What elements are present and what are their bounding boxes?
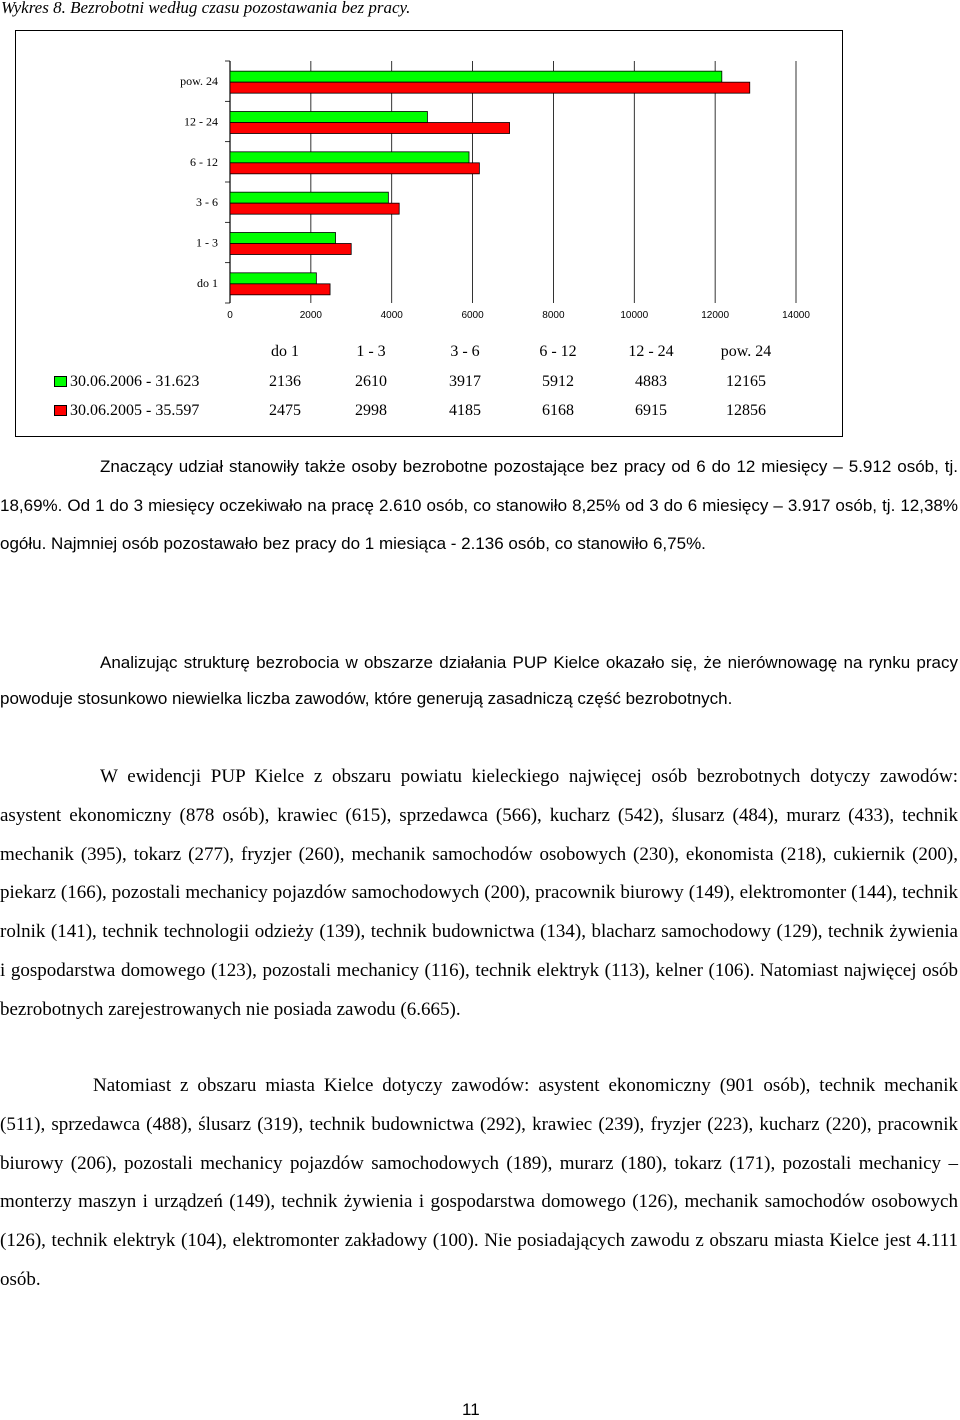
table-cell: 6168 xyxy=(542,402,574,419)
paragraph-powiat-professions: W ewidencji PUP Kielce z obszaru powiatu kieleckiego najwięcej osób bezrobotnych dotyczy zawodów: asystent ekonomiczny (878 osób), krawiec (615), sprzedawca (566), kucharz (542), ślusarz (484), murarz (433), technik mechanik (395), tokarz (277), fryzjer (260), mechanik samochodów osobowych (230), ekonomista (218), cukiernik (200), piekarz (166), pozostali mechanicy pojazdów samochodowych (200), pracownik biurowy (149), elektromonter (144), technik rolnik (141), technik technologii odzieży (139), technik budownictwa (134), blacharz samochodowy (129), technik żywienia i gospodarstwa domowego (123), pozostali mechanicy (116), technik elektryk (113), kelner (106). Natomiast najwięcej osób bezrobotnych zarejestrowanych nie posiada zawodu (6.665). xyxy=(0,766,958,1020)
bar xyxy=(230,192,388,203)
table-header: pow. 24 xyxy=(720,343,772,360)
y-category-label: 12 - 24 xyxy=(184,114,218,129)
table-cell: 3917 xyxy=(449,373,481,390)
bar xyxy=(230,273,316,284)
y-category-label: do 1 xyxy=(197,275,218,290)
bar xyxy=(230,82,750,93)
legend-key-2006 xyxy=(54,376,67,387)
table-cell: 6915 xyxy=(635,402,667,419)
paragraph-structure-analysis: Analizując strukturę bezrobocia w obszarze działania PUP Kielce okazało się, że nierównowagę na rynku pracy powoduje stosunkowo niewielka liczba zawodów, które generują zasadniczą część bezrobotnych. xyxy=(0,653,958,708)
bar xyxy=(230,244,351,255)
y-category-label: 1 - 3 xyxy=(196,235,218,250)
x-tick-label: 14000 xyxy=(782,310,810,321)
table-header: 3 - 6 xyxy=(450,343,480,360)
bar xyxy=(230,123,510,134)
bar xyxy=(230,284,330,295)
legend-label-2006: 30.06.2006 - 31.623 xyxy=(70,373,200,390)
legend-key-2005 xyxy=(54,405,67,416)
table-cell: 12856 xyxy=(726,402,766,419)
bar xyxy=(230,163,479,174)
x-tick-label: 0 xyxy=(227,310,233,321)
chart-frame xyxy=(15,30,843,437)
table-cell: 2136 xyxy=(269,373,301,390)
x-tick-label: 8000 xyxy=(542,310,565,321)
paragraph-duration-summary: Znaczący udział stanowiły także osoby bezrobotne pozostające bez pracy od 6 do 12 miesięcy – 5.912 osób, tj. 18,69%. Od 1 do 3 miesięcy oczekiwało na pracę 2.610 osób, co stanowiło 8,25% od 3 do 6 miesięcy – 3.917 osób, tj. 12,38% ogółu. Najmniej osób pozostawało bez pracy do 1 miesiąca - 2.136 osób, co stanowiło 6,75%. xyxy=(0,457,958,553)
table-cell: 4883 xyxy=(635,373,667,390)
figure-caption: Wykres 8. Bezrobotni według czasu pozostawania bez pracy. xyxy=(1,0,411,17)
paragraph-city-professions: Natomiast z obszaru miasta Kielce dotyczy zawodów: asystent ekonomiczny (901 osób), technik mechanik (511), sprzedawca (488), ślusarz (319), technik budownictwa (292), krawiec (239), fryzjer (223), kucharz (220), pracownik biurowy (206), pozostali mechanicy pojazdów samochodowych (189), murarz (180), tokarz (171), pozostali mechanicy – monterzy maszyn i urządzeń (149), technik żywienia i gospodarstwa domowego (126), mechanik samochodów osobowych (126), technik elektryk (104), elektromonter zakładowy (100). Nie posiadających zawodu z obszaru miasta Kielce jest 4.111 osób. xyxy=(0,1075,958,1290)
y-category-label: pow. 24 xyxy=(180,74,218,89)
table-cell: 2998 xyxy=(355,402,387,419)
x-tick-label: 12000 xyxy=(701,310,730,321)
x-tick-label: 10000 xyxy=(620,310,649,321)
table-cell: 12165 xyxy=(726,373,766,390)
bar xyxy=(230,71,722,82)
x-tick-label: 6000 xyxy=(461,310,484,321)
y-category-label: 6 - 12 xyxy=(190,154,218,169)
table-cell: 2610 xyxy=(355,373,387,390)
table-header: 12 - 24 xyxy=(628,343,674,360)
bar xyxy=(230,203,399,214)
table-header: do 1 xyxy=(271,343,299,360)
y-category-label: 3 - 6 xyxy=(196,195,218,210)
table-cell: 5912 xyxy=(542,373,574,390)
x-tick-label: 4000 xyxy=(380,310,403,321)
x-tick-label: 2000 xyxy=(299,310,322,321)
legend-label-2005: 30.06.2005 - 35.597 xyxy=(70,402,200,419)
table-header: 6 - 12 xyxy=(539,343,577,360)
page-number: 11 xyxy=(462,1400,480,1419)
table-cell: 4185 xyxy=(449,402,481,419)
table-header: 1 - 3 xyxy=(356,343,386,360)
bar xyxy=(230,233,336,244)
table-cell: 2475 xyxy=(269,402,301,419)
bar xyxy=(230,112,427,123)
bar xyxy=(230,152,469,163)
